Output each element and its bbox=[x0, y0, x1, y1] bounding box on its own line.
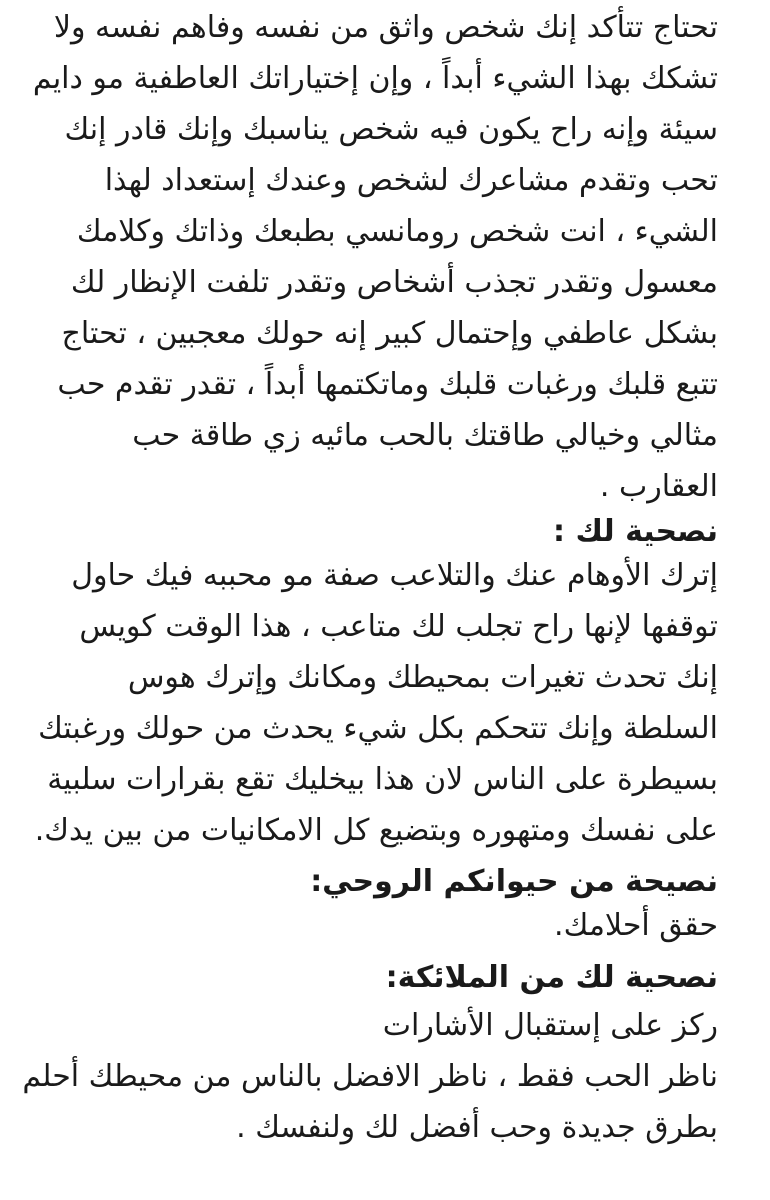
text-line: السلطة وإنك تتحكم بكل شيء يحدث من حولك ورغبتك bbox=[38, 711, 718, 746]
heading-text: نصحية لك من الملائكة: bbox=[385, 960, 718, 995]
text-line: تحتاج تتأكد إنك شخص واثق من نفسه وفاهم نفسه ولا bbox=[53, 10, 718, 45]
text-line: بطرق جديدة وحب أفضل لك ولنفسك . bbox=[236, 1110, 718, 1145]
text-line: ركز على إستقبال الأشارات bbox=[382, 1008, 718, 1043]
section-heading-angels bbox=[30, 952, 718, 1003]
heading-text: نصحية لك : bbox=[553, 514, 718, 549]
text-line: تتبع قلبك ورغبات قلبك وماتكتمها أبداً ، تقدر تقدم حب bbox=[57, 367, 718, 402]
text-line: تحب وتقدم مشاعرك لشخص وعندك إستعداد لهذا bbox=[104, 163, 718, 198]
text-line: بشكل عاطفي وإحتمال كبير إنه حولك معجبين ، تحتاج bbox=[61, 316, 718, 351]
paragraph-angels bbox=[22, 1000, 718, 1153]
paragraph-personality bbox=[30, 2, 718, 512]
text-line: بسيطرة على الناس لان هذا بيخليك تقع بقرارات سلبية bbox=[47, 762, 718, 797]
text-line: الشيء ، انت شخص رومانسي بطبعك وذاتك وكلامك bbox=[76, 214, 718, 249]
text-line: معسول وتقدر تجذب أشخاص وتقدر تلفت الإنظار لك bbox=[70, 265, 718, 300]
text-line: تشكك بهذا الشيء أبداً ، وإن إختياراتك العاطفية مو دايم bbox=[32, 61, 718, 96]
text-line: على نفسك ومتهوره وبتضيع كل الامكانيات من بين يدك. bbox=[34, 813, 718, 848]
text-line: ناظر الحب فقط ، ناظر الافضل بالناس من محيطك أحلم bbox=[22, 1059, 718, 1094]
text-line: مثالي وخيالي طاقتك بالحب مائيه زي طاقة حب bbox=[132, 418, 718, 453]
text-line: العقارب . bbox=[599, 469, 718, 504]
text-line: حقق أحلامك. bbox=[554, 908, 718, 943]
text-line: إترك الأوهام عنك والتلاعب صفة مو محببه فيك حاول bbox=[71, 558, 718, 593]
text-line: سيئة وإنه راح يكون فيه شخص يناسبك وإنك قادر إنك bbox=[64, 112, 718, 147]
paragraph-spirit-animal bbox=[30, 900, 718, 951]
text-line: توقفها لإنها راح تجلب لك متاعب ، هذا الوقت كويس bbox=[79, 609, 718, 644]
text-line: إنك تحدث تغيرات بمحيطك ومكانك وإترك هوس bbox=[127, 660, 718, 695]
heading-text: نصيحة من حيوانكم الروحي: bbox=[310, 864, 718, 899]
paragraph-advice bbox=[30, 550, 718, 856]
